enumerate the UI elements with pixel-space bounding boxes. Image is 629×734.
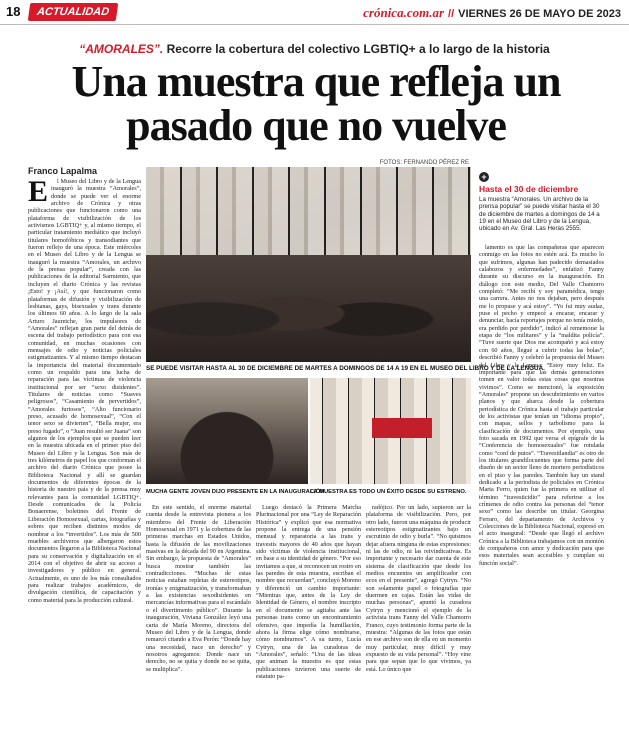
- body-column-3: [256, 504, 361, 718]
- kicker-lead: “AMORALES”.: [79, 42, 164, 56]
- main-photo[interactable]: [146, 167, 471, 362]
- page-number: 18: [6, 4, 21, 19]
- main-photo-caption: SE PUEDE VISITAR HASTA AL 30 DE DICIEMBRE DE MARTES A DOMINGOS DE 14 A 19 EN EL MUSEO DEL LIBRO Y DE LA LENGUA.: [146, 365, 545, 372]
- exhibit-sign: [372, 418, 432, 438]
- brand-logo[interactable]: crónica.com.ar: [363, 5, 445, 20]
- body-text-3: Luego destacó la Primera Marcha Plurinacional por una “Ley de Reparación Histórica” y explicó que esa normativa propone la entrega de una pensión mensual y reparatoria a las trans y travestis mayores de 40 años que hayan sido víctimas de violencia institucional, en base a su identidad de género. “Por eso invitamos a que, si reconocen un rostro en las paredes de esta muestra, escriban el nombre que recuerdan”, concluyó Moreno y diferenció un cambio importante: “Mientras que, antes de la Ley de Identidad de Género, el nombre inscripto en el documento se agitaba ante las personas trans como un encontramiento ofensivo, que impedía la humillación, ahora la firma elige cómo nombrarse, cómo nombrarnos”. A su turno, Lucía Cytryn, una de las curadoras de “Amorales”, señaló: “Una de las ideas que animan la muestra es que estas publicaciones tuvieron una suerte de estatuto pa-: [256, 504, 361, 680]
- issue-date: VIERNES 26 DE MAYO DE 2023: [458, 8, 621, 20]
- brand-date: [363, 5, 621, 21]
- headline: Una muestra que refleja un pasado que no vuelve: [71, 57, 561, 150]
- info-sidebar: [479, 172, 604, 240]
- exhibit-photo[interactable]: [310, 378, 471, 484]
- exhibit-photo-caption: LA MUESTRA ES TODO UN ÉXITO DESDE SU ESTRENO.: [310, 489, 467, 495]
- byline: Franco Lapalma: [28, 166, 98, 176]
- kicker: [0, 42, 629, 56]
- kicker-rest: Recorre la cobertura del colectivo LGBTIQ+ a lo largo de la historia: [166, 42, 550, 56]
- photo-group: [146, 255, 471, 362]
- body-text-1: l Museo del Libro y de la Lengua inauguró la muestra “Amorales”, donde se puede ver el enorme archivo de Crónica y otras publicaciones que funcionaron como una plataforma de visibilización de los activismos LGBTIQ+ y, al mismo tiempo, el particular tratamiento mediático que incluyó titulares homofóbicos y transodiantes que fueron reflejo de una época. Este miércoles en el Museo del Libro y de la Lengua se inauguró la muestra “Amorales, un archivo de la prensa popular”, creada con las publicaciones de la editorial Sarmiento, que incluyen el diario Crónica y las revistas ¡Esto! y ¡Así!, y que funcionaron como plataformas de difusión y visibilización de lesbianas, gays, bisexuales y trans durante los últimos 60 años. A lo largo de la sala Arturo Jauretche, los impulsores de “Amorales” reflejan gran parte del detrás de escena del trabajo periodístico para con esa comunidad, en muchas ocasiones con mensajes de odio y noticias policiales estigmatizantes. Y al mismo tiempo destacan la importancia del material documentado como un respaldo para una lucha de reparación para las víctimas de violencia institucional por ser “sexo disidentes”. Titulares de noticias como “Suaves peligrosos”, “Casamiento de pervertidos”, “Amorales furiosos”, “Alto funcionario preso, acusado de homosexual”, “Con el tenor sexo se divierten”, “Bella mujer, era preso fugado”, o “Juan resultó ser Juana” son algunos de los ejemplos que se pueden leer en la muestra ubicada en el primer piso del Museo del Libro y la Lengua. Son más de tres kilómetros de papel los que conforman el archivo del diario Crónica que posee la Biblioteca Nacional y allí se guardan documentos de diferentes épocas de la historia de nuestro país y de la prensa muy relevantes para la comunidad LGBTIQ+. Desde comunicados de la Policía Bonaerense, boletines del Frente de Liberación Homosexual, cartas, fotografías y sobres que reciben distintos modos de nombrar a los “invertidos”. Los más de 500 muebles archiveros que albergaron estos documentos llegaron a la Biblioteca Nacional para su conservación y digitalización en el 2014 con el objetivo de abrir su acceso a investigadores y público en general. Actualmente, es uno de los más consultados para realizar trabajos académicos, de divulgación científica, de capacitación y como material para la producción cultural.: [28, 178, 141, 604]
- audience-photo[interactable]: [146, 378, 308, 484]
- body-column-2: [146, 504, 251, 718]
- body-column-4: [366, 504, 471, 718]
- sidebar-text: La muestra “Amorales. Un archivo de la prensa popular” se puede visitar hasta el 30 de diciembre de martes a domingos de 14 a 19 en el Museo del Libro y de la Lengua, ubicado en Av. Gral. Las Heras 2555.: [479, 196, 600, 233]
- body-text-5: lamento es que las compañeras que aparecen conmigo en las fotos no estén acá. Es mucho lo que sufrimos, algunas han padecido demasiados calabozos y enfermedades”, enfatizó Fanny durante su discurso en la inauguración. En diálogo con este medio, Del Valle Chamorro completó: “Me recibí y soy paramédica, tengo una carrera. Antes no nos dejaban, pero después me lo propuse y acá estoy”. “Yo fui muy audaz, puse el pecho y empecé a encarar, encarar y denunciar, hacía reportajes porque no tenía miedo, era perdido por perdido”, indicó al rememorar la etapa de “los militares” y la “maldita policía”. “Tuve suerte que Dios me acompañó y acá estoy con 60 años, llegué a cubrir todas las bolas”, describió Fanny y celebró la propuesta del Museo del Libro y la Lengua: “Estoy muy feliz. Es importante para que las demás generaciones tomen en valor todas estas cosas que nosotras vivimos”. Como se mencionó, la exposición “Amorales” propone un descubrimiento en varios planos y que abarca desde la cobertura periodística de Crónica hasta el trabajo particular de los activistas que tenían un “idioma propio”, con mapas, sellos y tarbolismo para la clasificación de documentos. Por ejemplo, una foto sacada en 1992 que versa el epígrafe de la “Conferencia de homosexuales” fue rotulada como “conf de putos”. “Travestilandia” es otro de los titulares grandilocuentes que forma parte del diseño de un sector lleno de mortero periodísticos en el piso y las paredes. También hay un stand dedicado a la periodista de policiales en Crónica Marta Ferro, quien fue la primera en utilizar el término “travesticidio” para referirse a los crímenes de odio contra las personas del “tenor sexo” como las describe un titular. Georgina Ferraro, del departamento de Archivos y Colecciones de la Biblioteca Nacional, expresó en el acto inaugural: “Desde que llegó el archivo Crónica a la Biblioteca trabajamos con un montón de compañeros con amor y dedicación para que esos materiales sean accesibles y cumplan su función social”.: [479, 244, 604, 567]
- plus-icon: +: [479, 172, 489, 182]
- body-column-5: [479, 244, 604, 718]
- audience-photo-caption: MUCHA GENTE JOVEN DIJO PRESENTE EN LA INAUGURACIÓN.: [146, 489, 326, 495]
- drop-cap: E: [28, 178, 49, 208]
- section-tag[interactable]: ACTUALIDAD: [28, 3, 119, 21]
- page-header: [0, 0, 629, 24]
- sidebar-title: Hasta el 30 de diciembre: [479, 184, 579, 194]
- body-column-1: [28, 178, 141, 718]
- photo-credit: FOTOS: FERNANDO PÉREZ RE: [379, 160, 469, 166]
- separator: //: [448, 8, 455, 20]
- body-text-4: radójico. Por un lado, supieron ser la plataforma de visibilización. Pero, por otro lado, fueron una máquina de producir estereotipos estigmatizantes bajo un escrutinio de odio y burla”. “No quisimos dejar afuera ninguna de estas expresiones: ni las de odio, ni las reivindicativas. Es importante y necesario dar cuenta de este sistema de clasificación que desde los medios encuentra un amplificador con ecos en el presente”, agregó Cytryn. “No son solamente papel o fotografías que duermen en cajas. Están las vidas de muchas personas”, apuntó la curadora Cytryn y mencionó el ejemplo de la activista trans Fanny del Valle Chamorro Franco, cuyo testimonio forma parte de la muestra: “Algunas de las fotos que están en ese archivo son de ella en un momento muy particular, muy difícil y muy expuesto de su vida personal”. “Hoy vine para que sepan que lo que vivimos, ya está. Lo único que: [366, 504, 471, 673]
- header-rule: [0, 24, 629, 25]
- body-text-2: En este sentido, el enorme material cuenta desde la entrevista pionera a los miembros del Frente de Liberación Homosexual en 1971 y la cobertura de las primeras marchas en Estados Unidos, hasta la difusión de las movilizaciones masivas en la década del 90 en Argentina. Sin embargo, la propuesta de “Amorales” busca mostrar también las contradicciones. “Muchas de estas noticias estaban repletas de estereotipos, ironías y enigmatización, y transformaban a las existencias sexodisidentes en mercancías informativas para el escándalo o el divertimento público”. Durante la inauguración, Viviana González leyó una carta de María Moreno, directora del Museo del Libro y de la Lengua, donde remarcó citando a Eva Perón: “Donde hay una necesidad, nace un derecho” y nosotros agregamos: Donde nace un derecho, no se quita y donde no se quita, se multiplica”.: [146, 504, 251, 673]
